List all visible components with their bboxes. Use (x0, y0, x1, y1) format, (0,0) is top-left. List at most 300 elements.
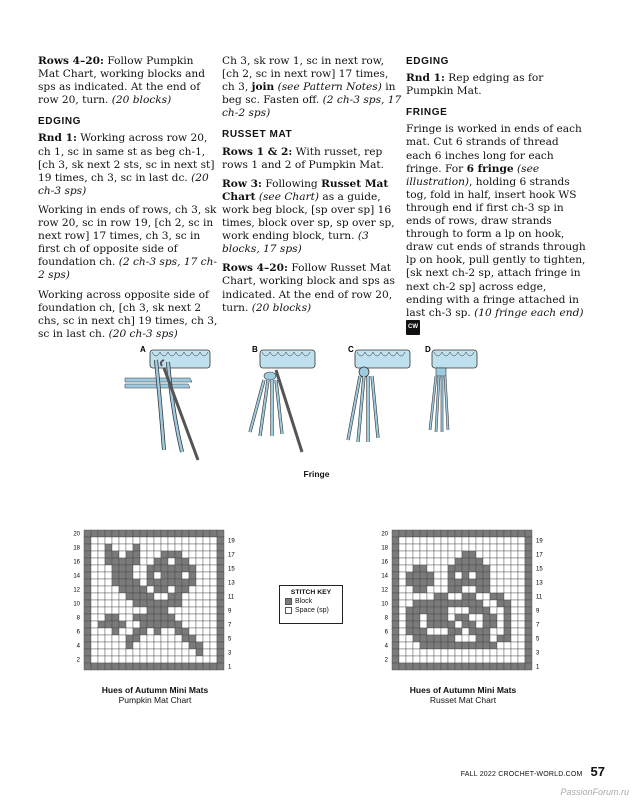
space-cell (462, 656, 469, 663)
space-cell (434, 565, 441, 572)
block-cell (476, 530, 483, 537)
block-cell (175, 551, 182, 558)
block-cell (154, 558, 161, 565)
block-cell (420, 600, 427, 607)
space-cell (210, 565, 217, 572)
block-cell (175, 565, 182, 572)
space-cell (497, 551, 504, 558)
block-cell (525, 656, 532, 663)
space-cell (518, 600, 525, 607)
block-cell (469, 593, 476, 600)
space-cell (126, 614, 133, 621)
block-cell (217, 565, 224, 572)
block-cell (525, 530, 532, 537)
block-cell (98, 621, 105, 628)
block-cell (203, 530, 210, 537)
space-cell (434, 537, 441, 544)
space-cell (168, 635, 175, 642)
space-cell (399, 607, 406, 614)
space-cell (133, 572, 140, 579)
block-cell (483, 642, 490, 649)
space-cell (504, 558, 511, 565)
block-cell (462, 579, 469, 586)
space-cell (91, 656, 98, 663)
step-label: Rnd 1: (38, 132, 77, 145)
page-number: 57 (590, 764, 605, 779)
space-cell (455, 656, 462, 663)
space-cell (161, 635, 168, 642)
space-cell (441, 586, 448, 593)
row-number-right: 17 (536, 552, 543, 559)
space-cell (455, 593, 462, 600)
block-cell (147, 600, 154, 607)
space-cell (119, 537, 126, 544)
space-cell (168, 607, 175, 614)
space-cell (91, 600, 98, 607)
block-cell (140, 593, 147, 600)
space-cell (399, 579, 406, 586)
space-cell (203, 586, 210, 593)
space-cell (434, 544, 441, 551)
space-cell (182, 600, 189, 607)
block-cell (168, 663, 175, 670)
block-cell (217, 607, 224, 614)
step-text: , holding 6 strands tog, fold in half, insert hook WS through end if first ch-3 sp in ends of rows, draw strands through to form a lp on hook, draw cut ends of strands through lp on hook, pull gently to tighten, [sk next ch-2 sp, attach fringe in next ch-2 sp] across edge, ending with a fringe attached in last ch-3 sp. (406, 175, 586, 319)
issue-info: FALL 2022 CROCHET-WORLD.COM (460, 771, 583, 778)
block-cell (525, 537, 532, 544)
space-cell (91, 565, 98, 572)
block-cell (161, 572, 168, 579)
space-cell (112, 544, 119, 551)
block-cell (147, 530, 154, 537)
space-cell (455, 537, 462, 544)
space-cell (483, 558, 490, 565)
space-cell (182, 551, 189, 558)
space-cell (448, 537, 455, 544)
space-cell (140, 635, 147, 642)
space-cell (210, 544, 217, 551)
space-cell (462, 586, 469, 593)
block-cell (112, 621, 119, 628)
block-cell (455, 628, 462, 635)
block-cell (175, 579, 182, 586)
space-cell (483, 551, 490, 558)
block-cell (476, 663, 483, 670)
space-cell (182, 649, 189, 656)
block-cell (413, 572, 420, 579)
space-cell (147, 551, 154, 558)
space-cell (511, 621, 518, 628)
block-cell (175, 530, 182, 537)
block-cell (469, 565, 476, 572)
space-cell (196, 593, 203, 600)
space-cell (91, 558, 98, 565)
block-cell (525, 572, 532, 579)
space-cell (182, 614, 189, 621)
block-cell (217, 572, 224, 579)
block-cell (413, 565, 420, 572)
note-reference: (see Pattern Notes) (274, 81, 382, 94)
space-cell (182, 572, 189, 579)
space-cell (112, 537, 119, 544)
space-cell (105, 579, 112, 586)
space-cell (98, 642, 105, 649)
step-text: With russet, rep rows 1 and 2 of Pumpkin Mat. (222, 145, 385, 171)
space-cell (434, 649, 441, 656)
block-cell (392, 649, 399, 656)
space-cell (91, 586, 98, 593)
space-cell (441, 558, 448, 565)
block-cell (476, 558, 483, 565)
step-label-a: A (140, 345, 146, 354)
stitch-key-title: STITCH KEY (290, 589, 332, 596)
block-cell (133, 579, 140, 586)
block-cell (490, 642, 497, 649)
block-cell (105, 544, 112, 551)
block-cell (182, 579, 189, 586)
space-cell (497, 537, 504, 544)
block-cell (483, 628, 490, 635)
space-cell (133, 656, 140, 663)
block-cell (525, 586, 532, 593)
block-cell (420, 572, 427, 579)
space-cell (147, 656, 154, 663)
space-cell (504, 586, 511, 593)
block-cell (392, 635, 399, 642)
space-cell (98, 537, 105, 544)
block-cell (175, 628, 182, 635)
block-cell (210, 530, 217, 537)
space-cell (399, 656, 406, 663)
space-cell (427, 656, 434, 663)
space-cell (511, 537, 518, 544)
stitch-count: (2 ch-3 sps, 17 ch-2 sps) (38, 256, 218, 282)
step-text: Follow Pumpkin Mat Chart, working blocks and sps as indicated. At the end of row 20, turn. (38, 55, 206, 107)
block-cell (196, 663, 203, 670)
space-cell (462, 635, 469, 642)
step-text: Following (261, 177, 322, 190)
block-cell (392, 579, 399, 586)
block-cell (441, 663, 448, 670)
block-cell (413, 586, 420, 593)
space-cell (476, 537, 483, 544)
space-cell (399, 649, 406, 656)
block-cell (469, 642, 476, 649)
block-cell (413, 621, 420, 628)
space-cell (140, 565, 147, 572)
block-cell (161, 614, 168, 621)
block-cell (427, 600, 434, 607)
block-cell (182, 635, 189, 642)
space-cell (469, 537, 476, 544)
block-cell (112, 565, 119, 572)
space-cell (203, 565, 210, 572)
block-cell (175, 621, 182, 628)
space-cell (448, 593, 455, 600)
space-cell (469, 544, 476, 551)
block-cell (140, 586, 147, 593)
block-cell (161, 530, 168, 537)
step-label: Rows 4–20: (38, 55, 104, 67)
block-cell (448, 635, 455, 642)
space-cell (476, 614, 483, 621)
space-cell (98, 649, 105, 656)
block-cell (84, 558, 91, 565)
space-cell (497, 607, 504, 614)
block-cell (497, 530, 504, 537)
space-cell (497, 558, 504, 565)
space-cell (98, 579, 105, 586)
space-cell (119, 614, 126, 621)
space-cell (210, 628, 217, 635)
block-cell (427, 607, 434, 614)
paragraph (222, 178, 402, 257)
block-cell (112, 663, 119, 670)
block-cell (434, 621, 441, 628)
row-number-right: 1 (228, 664, 232, 671)
space-cell (133, 649, 140, 656)
row-number-right: 11 (536, 594, 543, 601)
space-cell (483, 544, 490, 551)
space-cell (210, 635, 217, 642)
space-cell (98, 656, 105, 663)
space-cell (511, 565, 518, 572)
space-cell (126, 607, 133, 614)
block-cell (413, 635, 420, 642)
block-cell (497, 593, 504, 600)
space-cell (147, 628, 154, 635)
space-cell (168, 537, 175, 544)
block-cell (133, 663, 140, 670)
space-cell (210, 579, 217, 586)
block-cell (84, 551, 91, 558)
space-cell (469, 572, 476, 579)
block-cell (483, 530, 490, 537)
paragraph (38, 289, 218, 341)
block-cell (469, 551, 476, 558)
block-cell (168, 579, 175, 586)
space-cell (483, 649, 490, 656)
block-cell (462, 600, 469, 607)
block-cell (469, 607, 476, 614)
block-cell (182, 530, 189, 537)
space-cell (203, 537, 210, 544)
block-cell (133, 600, 140, 607)
space-cell (406, 558, 413, 565)
row-number-left: 18 (73, 545, 80, 552)
block-cell (427, 635, 434, 642)
space-cell (140, 551, 147, 558)
space-cell (441, 565, 448, 572)
space-cell (427, 537, 434, 544)
space-cell (203, 593, 210, 600)
space-cell (91, 649, 98, 656)
space-cell (427, 628, 434, 635)
block-cell (462, 558, 469, 565)
space-cell (126, 544, 133, 551)
space-cell (427, 558, 434, 565)
block-cell (112, 558, 119, 565)
block-cell (434, 663, 441, 670)
space-cell (497, 649, 504, 656)
block-cell (196, 642, 203, 649)
block-cell (217, 558, 224, 565)
space-cell (427, 649, 434, 656)
block-cell (413, 600, 420, 607)
space-cell (91, 544, 98, 551)
block-cell (441, 614, 448, 621)
space-cell (504, 642, 511, 649)
space-cell (441, 572, 448, 579)
step-label: Rows 1 & 2: (222, 145, 293, 158)
block-cell (469, 600, 476, 607)
space-cell (511, 600, 518, 607)
space-cell (490, 628, 497, 635)
block-cell (154, 614, 161, 621)
space-cell (518, 649, 525, 656)
block-cell (504, 663, 511, 670)
space-cell (462, 537, 469, 544)
space-cell (196, 628, 203, 635)
space-cell (511, 572, 518, 579)
space-cell (105, 572, 112, 579)
block-cell (504, 607, 511, 614)
block-cell (189, 663, 196, 670)
space-cell (91, 614, 98, 621)
block-cell (483, 663, 490, 670)
space-cell (189, 537, 196, 544)
block-cell (84, 628, 91, 635)
block-cell (217, 628, 224, 635)
space-cell (490, 656, 497, 663)
space-cell (203, 600, 210, 607)
space-cell (189, 544, 196, 551)
space-cell (98, 551, 105, 558)
space-cell (427, 565, 434, 572)
space-cell (434, 558, 441, 565)
stitch-count: (20 blocks) (111, 94, 172, 107)
block-cell (217, 621, 224, 628)
space-cell (406, 586, 413, 593)
block-cell (420, 663, 427, 670)
block-cell (392, 600, 399, 607)
block-cell (434, 600, 441, 607)
space-cell (511, 628, 518, 635)
block-cell (441, 635, 448, 642)
space-cell (441, 537, 448, 544)
russet-chart-caption (368, 685, 558, 705)
space-cell (154, 649, 161, 656)
space-cell (427, 544, 434, 551)
step-text: in beg sc. Fasten off. (222, 81, 396, 107)
space-cell (161, 544, 168, 551)
space-cell (483, 656, 490, 663)
space-cell (196, 565, 203, 572)
space-cell (203, 544, 210, 551)
row-number-left: 12 (381, 587, 388, 594)
space-cell (168, 656, 175, 663)
block-cell (490, 530, 497, 537)
stitch-count: (2 ch-3 sps, 17 ch-2 sps) (222, 94, 402, 120)
space-cell (462, 649, 469, 656)
space-cell (91, 537, 98, 544)
block-cell (406, 614, 413, 621)
space-cell (455, 607, 462, 614)
block-cell (420, 530, 427, 537)
stitch-key-space (285, 607, 342, 614)
space-cell (119, 607, 126, 614)
block-cell (525, 614, 532, 621)
space-cell (203, 642, 210, 649)
block-cell (154, 530, 161, 537)
block-cell (448, 586, 455, 593)
block-cell (525, 628, 532, 635)
block-cell (448, 642, 455, 649)
block-cell (469, 558, 476, 565)
space-cell (189, 607, 196, 614)
block-cell (140, 621, 147, 628)
block-cell (476, 572, 483, 579)
block-cell (448, 565, 455, 572)
space-cell (203, 635, 210, 642)
block-cell (413, 530, 420, 537)
space-cell (504, 551, 511, 558)
block-cell (84, 593, 91, 600)
block-cell (84, 607, 91, 614)
block-cell (413, 607, 420, 614)
block-cell (154, 586, 161, 593)
block-cell (469, 579, 476, 586)
space-cell (406, 544, 413, 551)
block-cell (476, 565, 483, 572)
block-cell (455, 579, 462, 586)
stitch-count: (20 ch-3 sps) (38, 171, 209, 197)
block-cell (112, 551, 119, 558)
block-cell (483, 607, 490, 614)
space-cell (455, 544, 462, 551)
block-cell (112, 628, 119, 635)
block-cell (217, 579, 224, 586)
row-number-left: 18 (381, 545, 388, 552)
block-cell (105, 663, 112, 670)
block-cell (217, 600, 224, 607)
block-cell (161, 663, 168, 670)
block-cell (392, 614, 399, 621)
block-cell (420, 635, 427, 642)
space-cell (448, 614, 455, 621)
block-cell (525, 558, 532, 565)
space-cell (504, 579, 511, 586)
block-cell (112, 614, 119, 621)
space-cell (91, 621, 98, 628)
block-cell (455, 663, 462, 670)
row-number-right: 5 (536, 636, 540, 643)
block-cell (476, 642, 483, 649)
row-number-right: 13 (228, 580, 235, 587)
block-cell (434, 635, 441, 642)
space-cell (203, 579, 210, 586)
block-cell (462, 551, 469, 558)
row-number-left: 6 (76, 629, 80, 636)
step-c-figure (348, 345, 410, 442)
row-number-left: 2 (384, 657, 388, 664)
space-cell (441, 649, 448, 656)
space-cell (427, 593, 434, 600)
block-cell (84, 537, 91, 544)
block-cell (420, 642, 427, 649)
space-cell (196, 537, 203, 544)
block-cell (455, 600, 462, 607)
